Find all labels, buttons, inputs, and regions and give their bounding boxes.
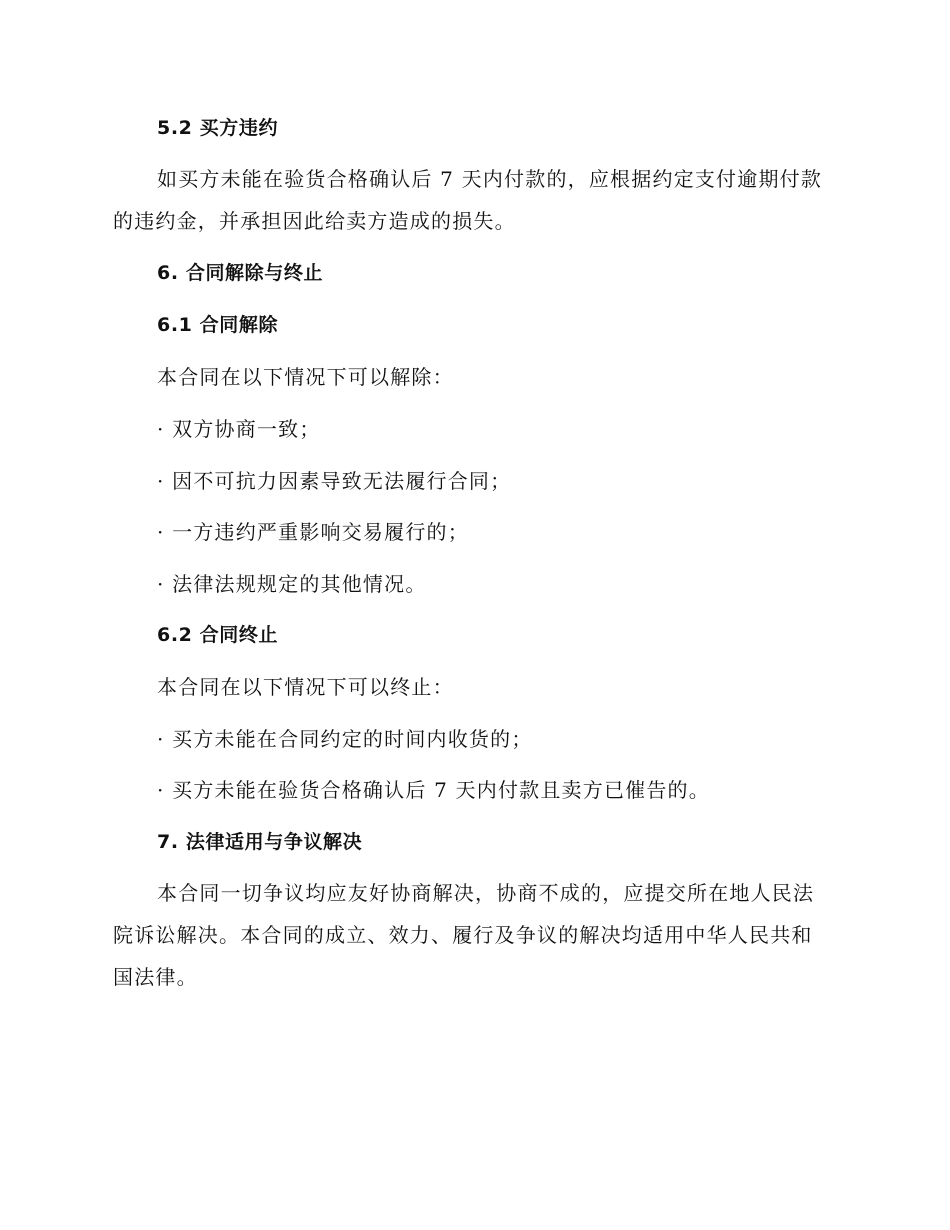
list-item: · 双方协商一致；: [157, 417, 321, 441]
list-item: · 法律法规规定的其他情况。: [157, 572, 427, 596]
section-heading-6-1: 6.1 合同解除: [157, 314, 279, 336]
list-item: · 一方违约严重影响交易履行的；: [157, 520, 469, 544]
section-heading-6: 6. 合同解除与终止: [157, 262, 324, 284]
list-intro: 本合同在以下情况下可以终止：: [157, 675, 454, 699]
paragraph-line: 如买方未能在验货合格确认后 7 天内付款的，应根据约定支付逾期付款: [157, 167, 823, 191]
paragraph-line: 院诉讼解决。本合同的成立、效力、履行及争议的解决均适用中华人民共和: [113, 923, 813, 947]
list-item: · 买方未能在合同约定的时间内收货的；: [157, 727, 533, 751]
paragraph-line: 本合同一切争议均应友好协商解决，协商不成的，应提交所在地人民法: [157, 881, 815, 905]
section-heading-5-2: 5.2 买方违约: [157, 117, 279, 139]
section-heading-6-2: 6.2 合同终止: [157, 624, 279, 646]
list-intro: 本合同在以下情况下可以解除：: [157, 365, 454, 389]
paragraph-line: 的违约金，并承担因此给卖方造成的损失。: [113, 209, 516, 233]
section-heading-7: 7. 法律适用与争议解决: [157, 831, 363, 853]
paragraph-line: 国法律。: [113, 965, 198, 989]
list-item: · 因不可抗力因素导致无法履行合同；: [157, 469, 512, 493]
list-item: · 买方未能在验货合格确认后 7 天内付款且卖方已催告的。: [157, 778, 710, 802]
